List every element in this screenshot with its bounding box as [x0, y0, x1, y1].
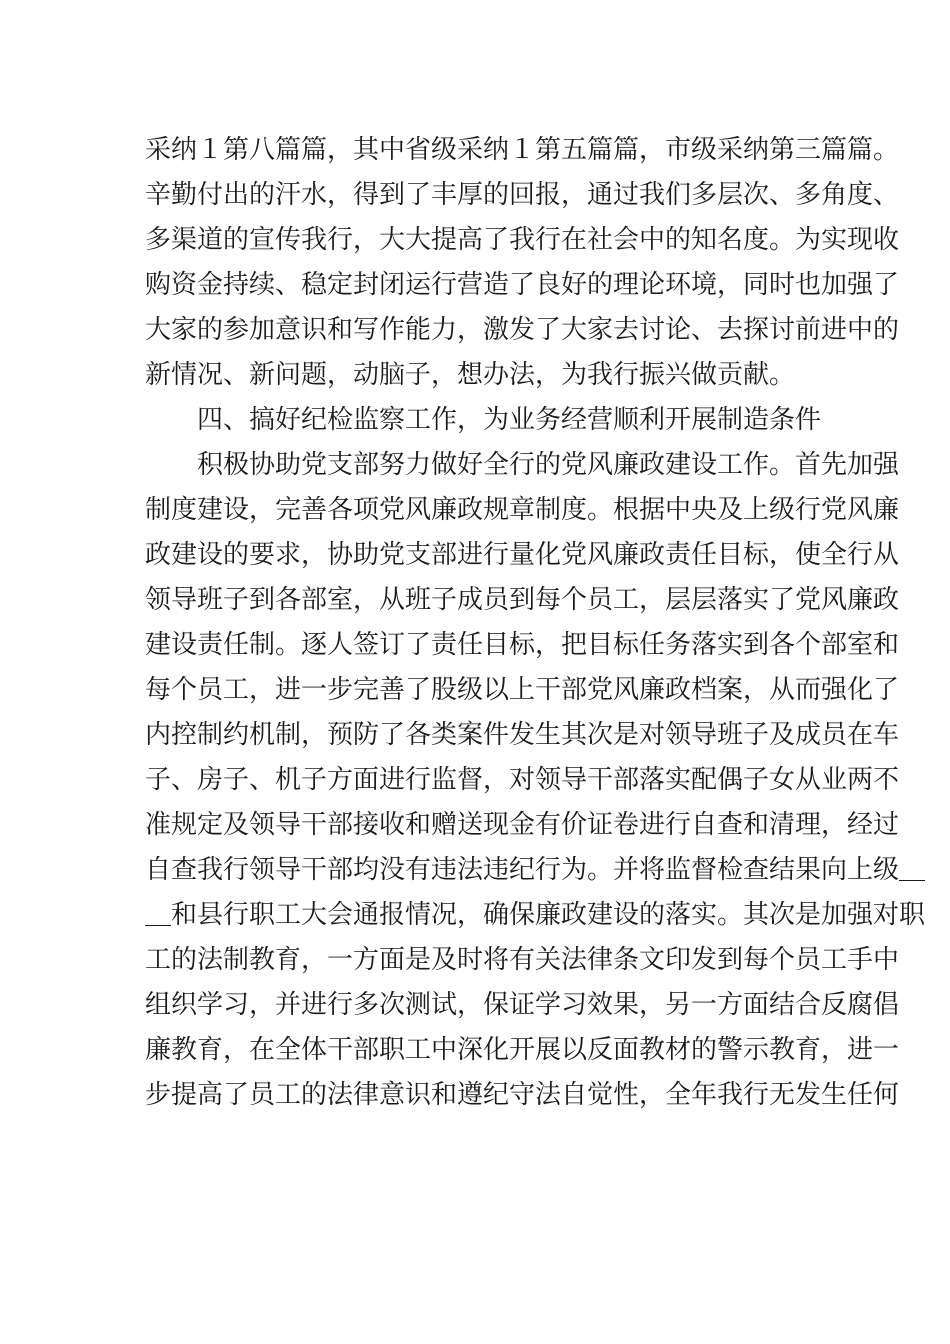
text-line: 领导班子到各部室，从班子成员到每个员工，层层落实了党风廉政: [145, 585, 900, 615]
text-line: 辛勤付出的汗水，得到了丰厚的回报，通过我们多层次、多角度、: [145, 180, 900, 210]
text-line: 政建设的要求，协助党支部进行量化党风廉政责任目标，使全行从: [145, 540, 900, 570]
text-line: 多渠道的宣传我行，大大提高了我行在社会中的知名度。为实现收: [145, 225, 900, 255]
text-line: 新情况、新问题，动脑子，想办法，为我行振兴做贡献。: [145, 360, 796, 390]
text-line: ＿和县行职工大会通报情况，确保廉政建设的落实。其次是加强对职: [145, 900, 926, 930]
text-line: 工的法制教育，一方面是及时将有关法律条文印发到每个员工手中: [145, 945, 900, 975]
text-line: 制度建设，完善各项党风廉政规章制度。根据中央及上级行党风廉: [145, 495, 900, 525]
text-line: 步提高了员工的法律意识和遵纪守法自觉性，全年我行无发生任何: [145, 1080, 900, 1110]
text-line: 每个员工，进一步完善了股级以上干部党风廉政档案，从而强化了: [145, 675, 900, 705]
text-line: 内控制约机制，预防了各类案件发生其次是对领导班子及成员在车: [145, 720, 900, 750]
text-line: 大家的参加意识和写作能力，激发了大家去讨论、去探讨前进中的: [145, 315, 900, 345]
text-line: 子、房子、机子方面进行监督，对领导干部落实配偶子女从业两不: [145, 765, 900, 795]
text-line: 积极协助党支部努力做好全行的党风廉政建设工作。首先加强: [197, 450, 900, 480]
text-line: 自查我行领导干部均没有违法违纪行为。并将监督检查结果向上级＿: [145, 855, 926, 885]
text-line: 采纳１第八篇篇，其中省级采纳１第五篇篇，市级采纳第三篇篇。: [145, 135, 900, 165]
text-line: 准规定及领导干部接收和赠送现金有价证卷进行自查和清理，经过: [145, 810, 900, 840]
text-line: 建设责任制。逐人签订了责任目标，把目标任务落实到各个部室和: [145, 630, 900, 660]
text-line: 廉教育，在全体干部职工中深化开展以反面教材的警示教育，进一: [145, 1035, 900, 1065]
section-heading: 四、搞好纪检监察工作，为业务经营顺利开展制造条件: [197, 405, 822, 435]
text-line: 组织学习，并进行多次测试，保证学习效果，另一方面结合反腐倡: [145, 990, 900, 1020]
text-line: 购资金持续、稳定封闭运行营造了良好的理论环境，同时也加强了: [145, 270, 900, 300]
document-body: [145, 128, 926, 1118]
